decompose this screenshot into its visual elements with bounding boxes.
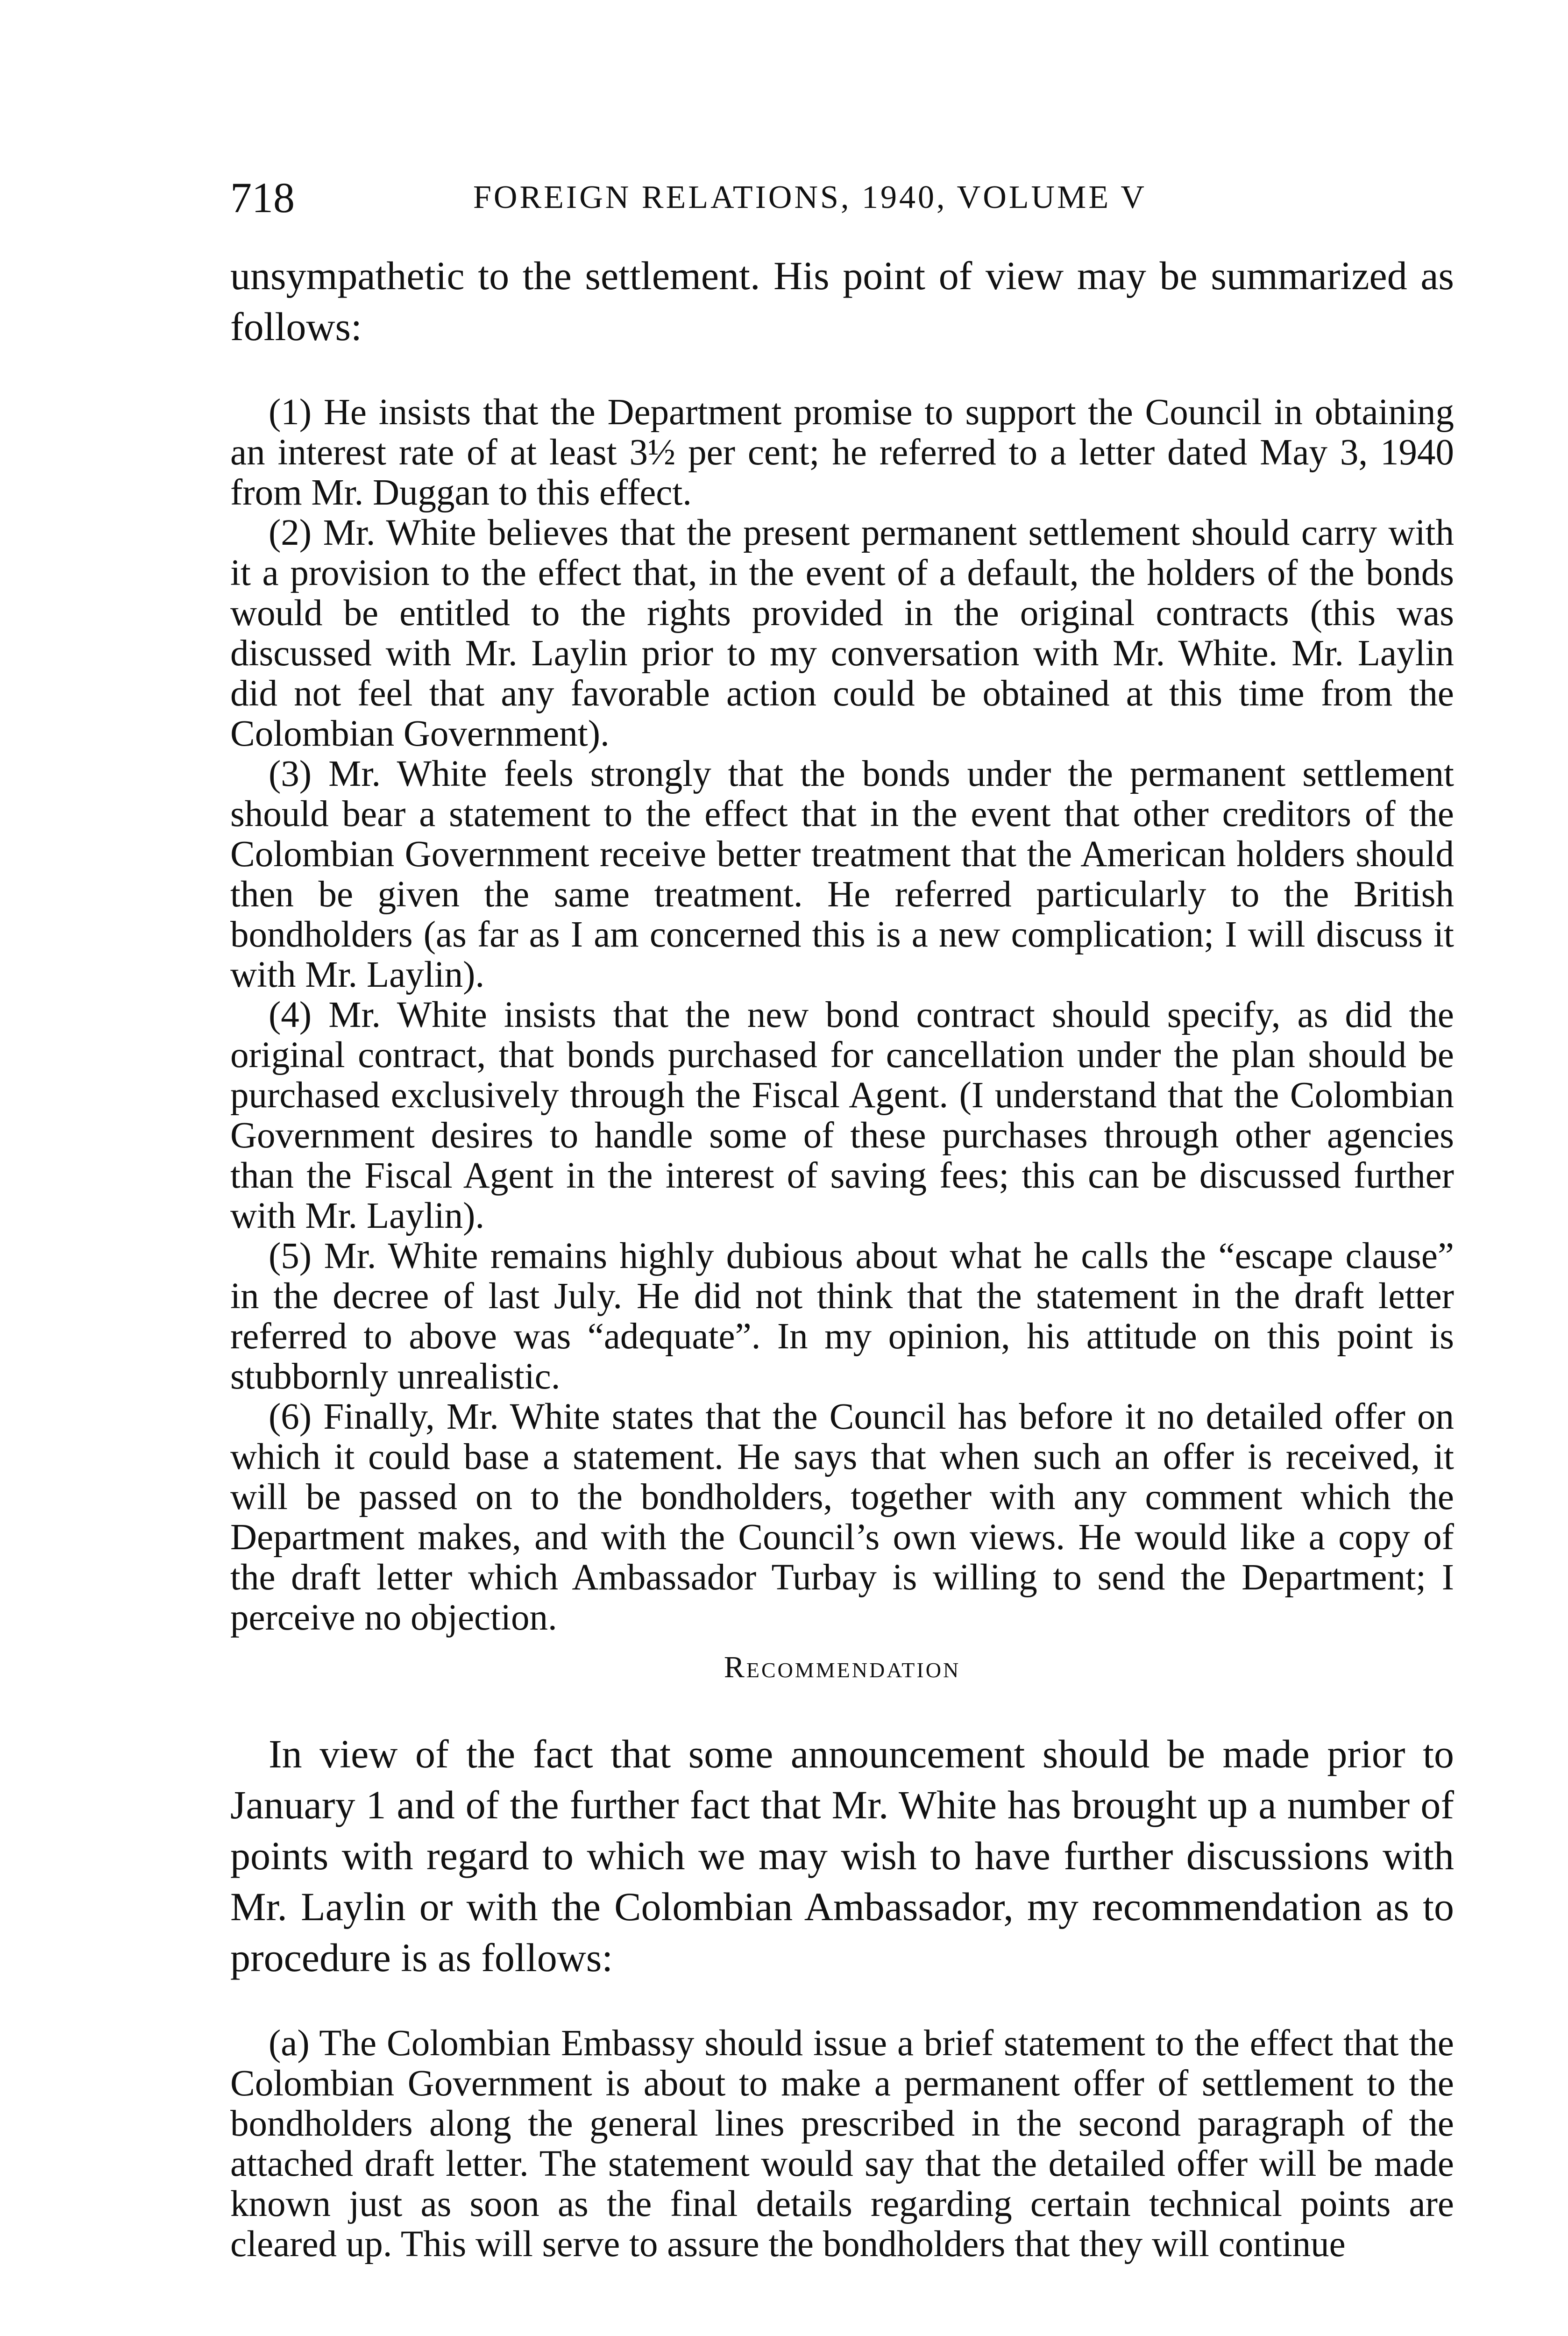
numbered-points xyxy=(230,392,1454,1638)
recommendation-steps xyxy=(230,2023,1454,2265)
lead-paragraph: unsympathetic to the settlement. His point of view may be summarized as follows: xyxy=(230,253,1454,349)
page-number: 718 xyxy=(230,174,295,221)
point-2: (2) Mr. White believes that the present permanent settlement should carry with it a provision to the effect that, in the event of a default, the holders of the bonds would be entitled to the rights provided in the original contracts (this was discussed with Mr. Laylin prior to my conversation with Mr. White. Mr. Laylin did not feel that any favorable action could be obtained at this time from the Colombian Government). xyxy=(230,513,1454,754)
running-head: FOREIGN RELATIONS, 1940, VOLUME V xyxy=(473,179,1147,215)
point-1: (1) He insists that the Department promise to support the Council in obtaining an interest rate of at least 3½ per cent; he referred to a letter dated May 3, 1940 from Mr. Duggan to this effect. xyxy=(230,392,1454,513)
recommendation-paragraph: In view of the fact that some announcement should be made prior to January 1 and of the further fact that Mr. White has brought up a number of points with regard to which we may wish to have further discussions with Mr. Laylin or with the Colombian Ambassador, my recommendation as to procedure is as follows: xyxy=(230,1731,1454,1980)
page-header xyxy=(230,172,1454,223)
recommendation-heading: Recommendation xyxy=(724,1650,961,1684)
step-a: (a) The Colombian Embassy should issue a brief statement to the effect that the Colombian Government is about to make a permanent offer of settlement to the bondholders along the general lines prescribed in the second paragraph of the attached draft letter. The statement would say that the detailed offer will be made known just as soon as the final details regarding certain technical points are cleared up. This will serve to assure the bondholders that they will continue xyxy=(230,2023,1454,2265)
point-3: (3) Mr. White feels strongly that the bonds under the permanent settlement should bear a statement to the effect that in the event that other creditors of the Colombian Government receive better treatment that the American holders should then be given the same treatment. He referred particularly to the British bondholders (as far as I am concerned this is a new complication; I will discuss it with Mr. Laylin). xyxy=(230,754,1454,995)
point-5: (5) Mr. White remains highly dubious about what he calls the “escape clause” in the decree of last July. He did not think that the statement in the draft letter referred to above was “adequate”. In my opinion, his attitude on this point is stubbornly unrealistic. xyxy=(230,1236,1454,1397)
document-page xyxy=(230,172,1454,2265)
point-4: (4) Mr. White insists that the new bond contract should specify, as did the original contract, that bonds purchased for cancellation under the plan should be purchased exclusively through the Fiscal Agent. (I understand that the Colombian Government desires to handle some of these purchases through other agencies than the Fiscal Agent in the interest of saving fees; this can be discussed further with Mr. Laylin). xyxy=(230,995,1454,1236)
point-6: (6) Finally, Mr. White states that the Council has before it no detailed offer on which it could base a statement. He says that when such an offer is received, it will be passed on to the bondholders, together with any comment which the Department makes, and with the Council’s own views. He would like a copy of the draft letter which Ambassador Turbay is willing to send the Department; I perceive no objection. xyxy=(230,1396,1454,1638)
